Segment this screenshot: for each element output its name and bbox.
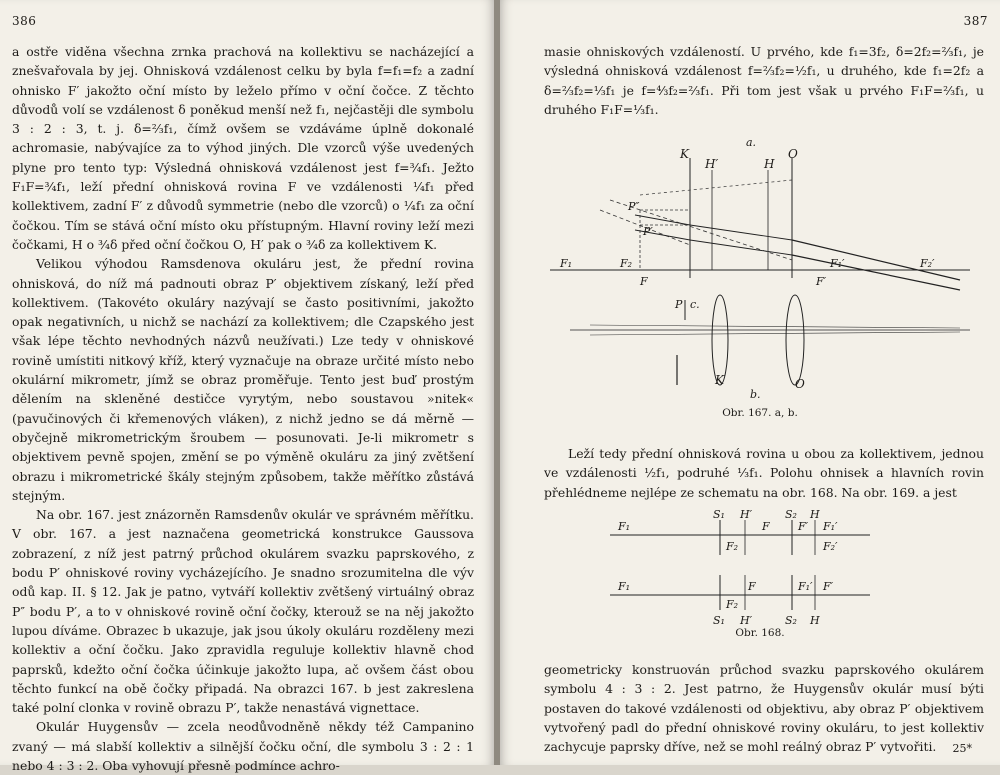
label-P: P [675,298,683,311]
label-F2-prime: F₂′ [920,257,935,270]
paragraph: a ostře viděna všechna zrnka prachová na kollektivu se nacházející a znešvařovala by jej. Ohnisková vzdálenost celku by byla f=f₁=f₂ a zadní ohnisko F′ jakožto oční místo by leželo přímo v oční čočce. Z těchto důvodů volí se vzdálenost δ poněkud menší než f₁, nejčastěji dle symbolu 3 : 2 : 3, t. j. δ=⅔f₁, čímž ovšem se vzdáváme úplně dokonalé achromasie, nabývajíce za to výhod jiných. Dle vzorců výše uvedených plyne pro tento typ: Výsledná ohnisková vzdálenost jest f=¾f₁. Ježto F₁F=¾f₁, leží přední ohnisková rovina F ve vzdálenosti ¼f₁ před kollektivem, zadní F′ z důvodů symmetrie (nebo dle vzorců) o ¼f₁ za oční čočkou. Tím se stává oční místo oku přístupným. Hlavní roviny leží mezi čočkami, H o ¾δ před oční čočkou O, H′ pak o ¾δ za kollektivem K. [12,44,474,252]
label-H: H [764,157,775,171]
r2-F1: F₁ [618,580,631,593]
r2-F-prime: F′ [823,580,834,593]
page-number-left: 386 [12,14,37,28]
right-page-text-mid [544,444,984,502]
paragraph: Velikou výhodou Ramsdenova okuláru jest, že přední rovina ohnisková, do níž má padnouti obraz P′ objektivem získaný, leží před kollektivem. (Takovéto okuláry nazývají se často positivními, jakožto opak negativních, u nichž se nachází za kollektivem; dle Czapského jest však lépe těchto nevhodných názvů neužívati.) Lze tedy v ohniskové rovině umístiti nitkový kříž, který vyznačuje na obraze určité místo nebo okulární mikrometr, jímž se obraz proměřuje. Tento jest buď prostým dělením na skleněné destičce vyrytým, nebo soustavou »nitek« (pavučinových či křemenových vláken), z nichž jedno se dá měrně — obyčejně mikrometrickým šroubem — posunovati. Je-li mikrometr s objektivem pevně spojen, změní se po výměně okuláru za jiný zvětšení obrazu i mikrometrické škály stejným způsobem, takže měřítko zůstává stejným. [12,256,474,503]
paragraph: Leží tedy přední ohnisková rovina u obou za kollektivem, jednou ve vzdálenosti ½f₁, podruhé ⅓f₁. Polohu ohnisek a hlavních rovin přehlédneme nejlépe ze schematu na obr. 168. Na obr. 169. a jest [544,446,984,500]
left-page [0,0,494,773]
label-F2: F₂ [620,257,633,270]
label-K-b: K [715,373,724,387]
label-F-prime: F′ [816,275,827,288]
label-F: F [640,275,648,288]
right-page-text-top [544,42,984,119]
r1-S2: S₂ [785,508,797,521]
figure-167-diagram [540,130,980,400]
r2-F2: F₂ [726,598,739,611]
r2-S2: S₂ [785,614,797,627]
label-O: O [788,147,798,161]
paragraph: geometricky konstruován průchod svazku paprskového okulárem symbolu 4 : 3 : 2. Jest patrno, že Huygensův okulár musí býti postaven do takové vzdálenosti od objektivu, aby obraz P′ objektivem vytvořený padl do přední ohniskové roviny okuláru, to jest kollektiv zachycuje paprsky dříve, než se mohl reálný obraz P′ vytvořiti. [544,662,984,755]
label-K: K [680,147,689,161]
paragraph: Na obr. 167. jest znázorněn Ramsdenův okulár ve správném měřítku. V obr. 167. a jest naznačena geometrická konstrukce Gaussova zobrazení, z níž jest patrný průchod okulárem svazku paprskového, z bodu P′ ohniskové roviny vycházejícího. Je snadno srozumitelna dle výv odů kap. II. § 12. Jak je patno, vytváří kollektiv zvětšený virtuálný obraz P″ bodu P′, a to v ohniskové rovině oční čočky, kterouž se na něj jakožto lupou díváme. Obrazec b ukazuje, jak jsou úkoly okuláru rozděleny mezi kollektiv a oční čočku. Jako zpravidla reguluje kollektiv hlavně chod paprsků, kdežto oční čočka účinkuje jakožto lupa, ač ovšem část obou těchto funkcí na obě čočky připadá. Na obrazci 167. b jest zakreslena také polní clonka v rovině obrazu P′, takže nenastává vignettace. [12,507,474,716]
label-F1: F₁ [560,257,573,270]
label-F1-prime: F₁′ [830,257,845,270]
left-page-text [12,42,474,775]
fig-a-label: a. [746,136,757,149]
page-number-right: 387 [963,14,988,28]
r2-H-prime: H′ [740,614,753,627]
figure-168-caption: Obr. 168. [735,627,785,639]
r1-F1: F₁ [618,520,631,533]
right-page-text-bottom [544,660,984,756]
r2-H: H [810,614,820,627]
right-page [500,0,1000,765]
label-P-double: P″ [628,200,640,213]
r1-F-prime: F′ [798,520,809,533]
r1-F2-prime: F₂′ [823,540,838,553]
label-c: c. [690,298,700,311]
r2-S1: S₁ [713,614,725,627]
paragraph: masie ohniskových vzdáleností. U prvého, kde f₁=3f₂, δ=2f₂=⅔f₁, je výsledná ohnisková vzdálenost f=⅔f₂=½f₁, u druhého, kde f₁=2f₂ a δ=⅔f₂=⅓f₁ je f=⁴⁄₃f₂=⅔f₁. Při tom jest však u prvého F₁F=⅔f₁, u druhého F₁F=⅓f₁. [544,44,984,117]
r1-H-prime: H′ [740,508,753,521]
label-P-prime: P′ [643,225,653,238]
signature-mark: 25* [952,742,972,755]
label-H-prime: H′ [705,157,719,171]
paragraph: Okulár Huygensův — zcela neodůvodněně někdy též Campanino zvaný — má slabší kollektiv a silnější čočku oční, dle symbolu 3 : 2 : 1 nebo 4 : 3 : 2. Oba vyhovují přesně podmínce achro- [12,719,474,773]
figure-167-caption: Obr. 167. a, b. [722,407,798,419]
r1-H: H [810,508,820,521]
r2-F1-prime: F₁′ [798,580,813,593]
label-O-b: O [795,377,805,391]
r1-F: F [762,520,770,533]
r1-S1: S₁ [713,508,725,521]
r1-F2: F₂ [726,540,739,553]
r1-F1-prime: F₁′ [823,520,838,533]
r2-F: F [748,580,756,593]
fig-b-label: b. [750,388,761,401]
